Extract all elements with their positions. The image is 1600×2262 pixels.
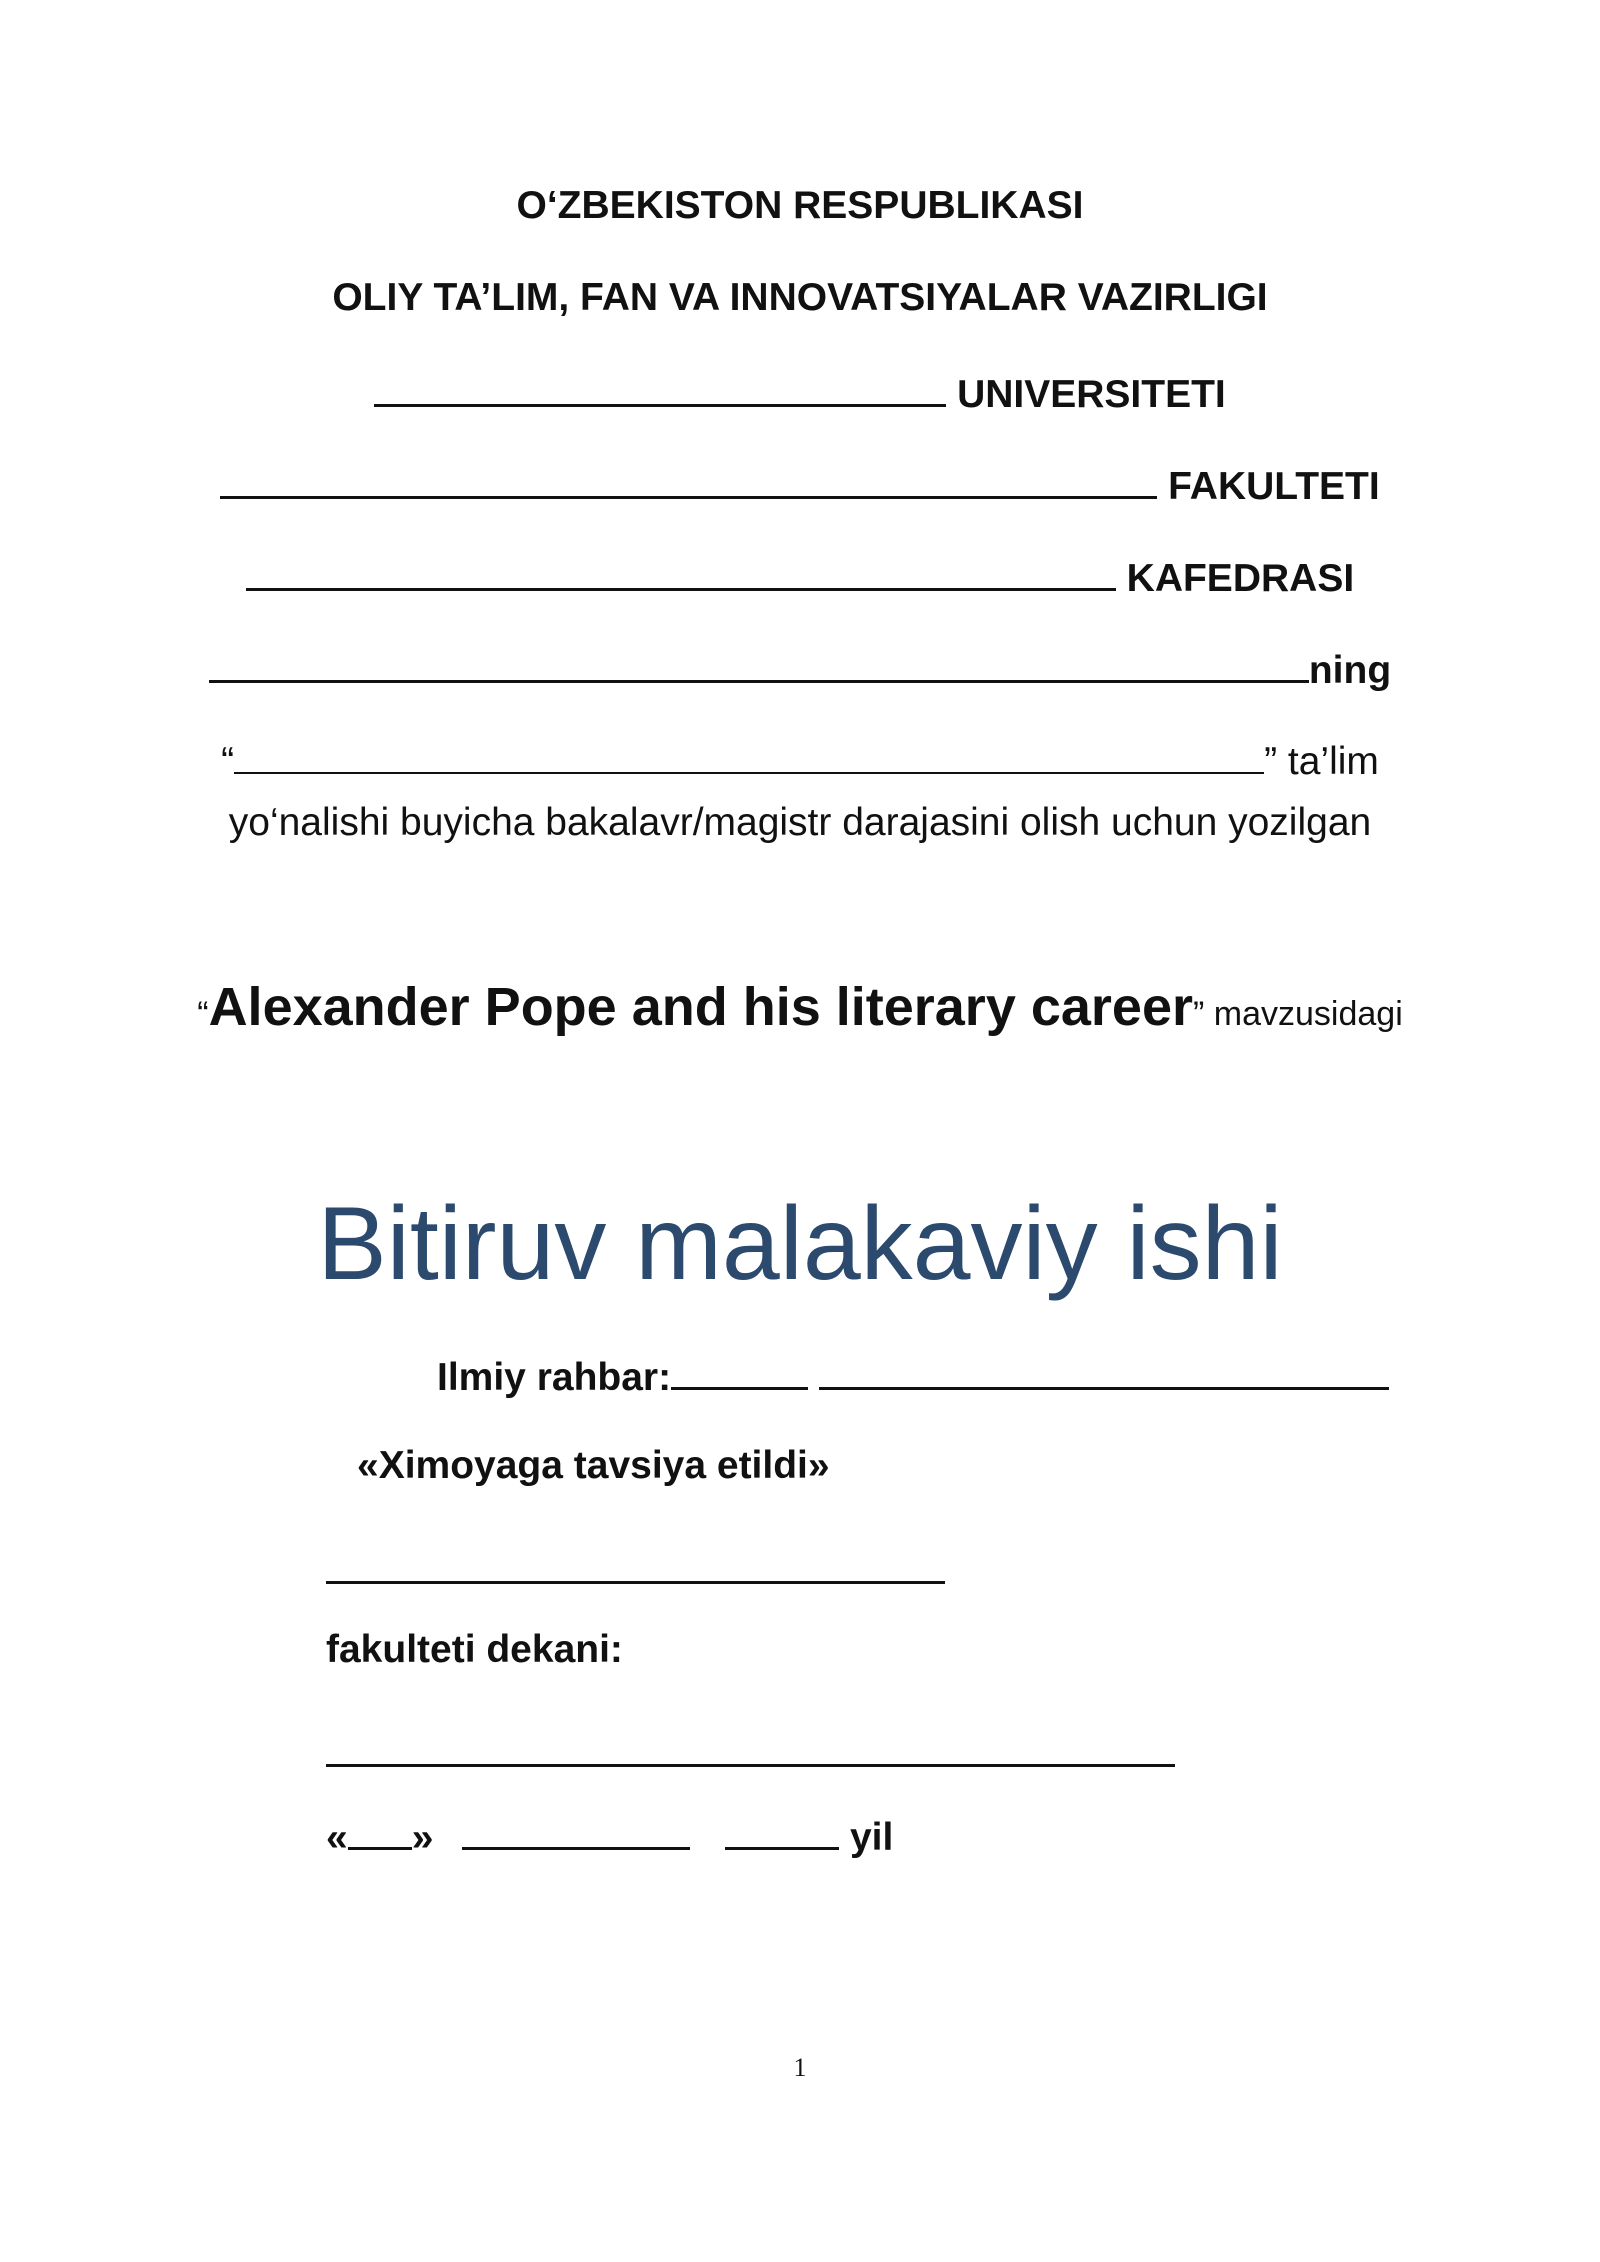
dean-name-blank[interactable] [326, 1719, 1175, 1767]
year-blank[interactable] [725, 1810, 839, 1850]
topic-suffix: mavzusidagi [1204, 995, 1403, 1033]
faculty-line [0, 459, 1600, 511]
dean-label: fakulteti dekani: [326, 1628, 623, 1671]
supervisor-line [437, 1350, 1389, 1402]
student-name-blank[interactable] [209, 643, 1309, 683]
recommended-label: «Ximoyaga tavsiya etildi» [357, 1444, 830, 1487]
faculty-name-blank[interactable] [220, 459, 1157, 499]
date-line [326, 1810, 893, 1862]
date-open-quote: « [326, 1816, 348, 1860]
year-suffix: yil [849, 1816, 894, 1860]
topic-line [0, 975, 1600, 1040]
direction-name-blank[interactable] [234, 735, 1264, 774]
direction-close-suffix: ” ta’lim [1264, 740, 1379, 784]
republic-heading: O‘ZBEKISTON RESPUBLIKASI [516, 184, 1084, 227]
day-blank[interactable] [348, 1810, 412, 1850]
supervisor-name-blank[interactable] [819, 1350, 1389, 1390]
date-close-quote: » [411, 1816, 434, 1860]
university-name-blank[interactable] [374, 367, 946, 407]
supervisor-label: Ilmiy rahbar: [437, 1356, 672, 1400]
topic-open-quote: “ [197, 995, 209, 1033]
direction-line-2: yo‘nalishi buyicha bakalavr/magistr darajasini olish uchun yozilgan [228, 801, 1372, 844]
student-line [0, 643, 1600, 695]
page-number: 1 [793, 2053, 807, 2082]
document-title: Bitiruv malakaviy ishi [317, 1186, 1283, 1302]
student-suffix: ning [1308, 649, 1392, 693]
department-line [0, 551, 1600, 603]
direction-line-1 [0, 735, 1600, 786]
topic-close-quote: ” [1193, 995, 1205, 1033]
university-line [0, 367, 1600, 419]
topic-title: Alexander Pope and his literary career [208, 977, 1194, 1037]
supervisor-initials-blank[interactable] [671, 1350, 808, 1390]
ministry-heading: OLIY TA’LIM, FAN VA INNOVATSIYALAR VAZIRLIGI [332, 276, 1268, 319]
direction-open-quote: “ [221, 740, 235, 784]
signature-blank-1[interactable] [326, 1536, 945, 1584]
faculty-suffix: FAKULTETI [1168, 465, 1380, 509]
department-name-blank[interactable] [246, 551, 1116, 591]
department-suffix: KAFEDRASI [1126, 557, 1355, 601]
month-blank[interactable] [462, 1810, 690, 1850]
university-suffix: UNIVERSITETI [957, 373, 1226, 417]
